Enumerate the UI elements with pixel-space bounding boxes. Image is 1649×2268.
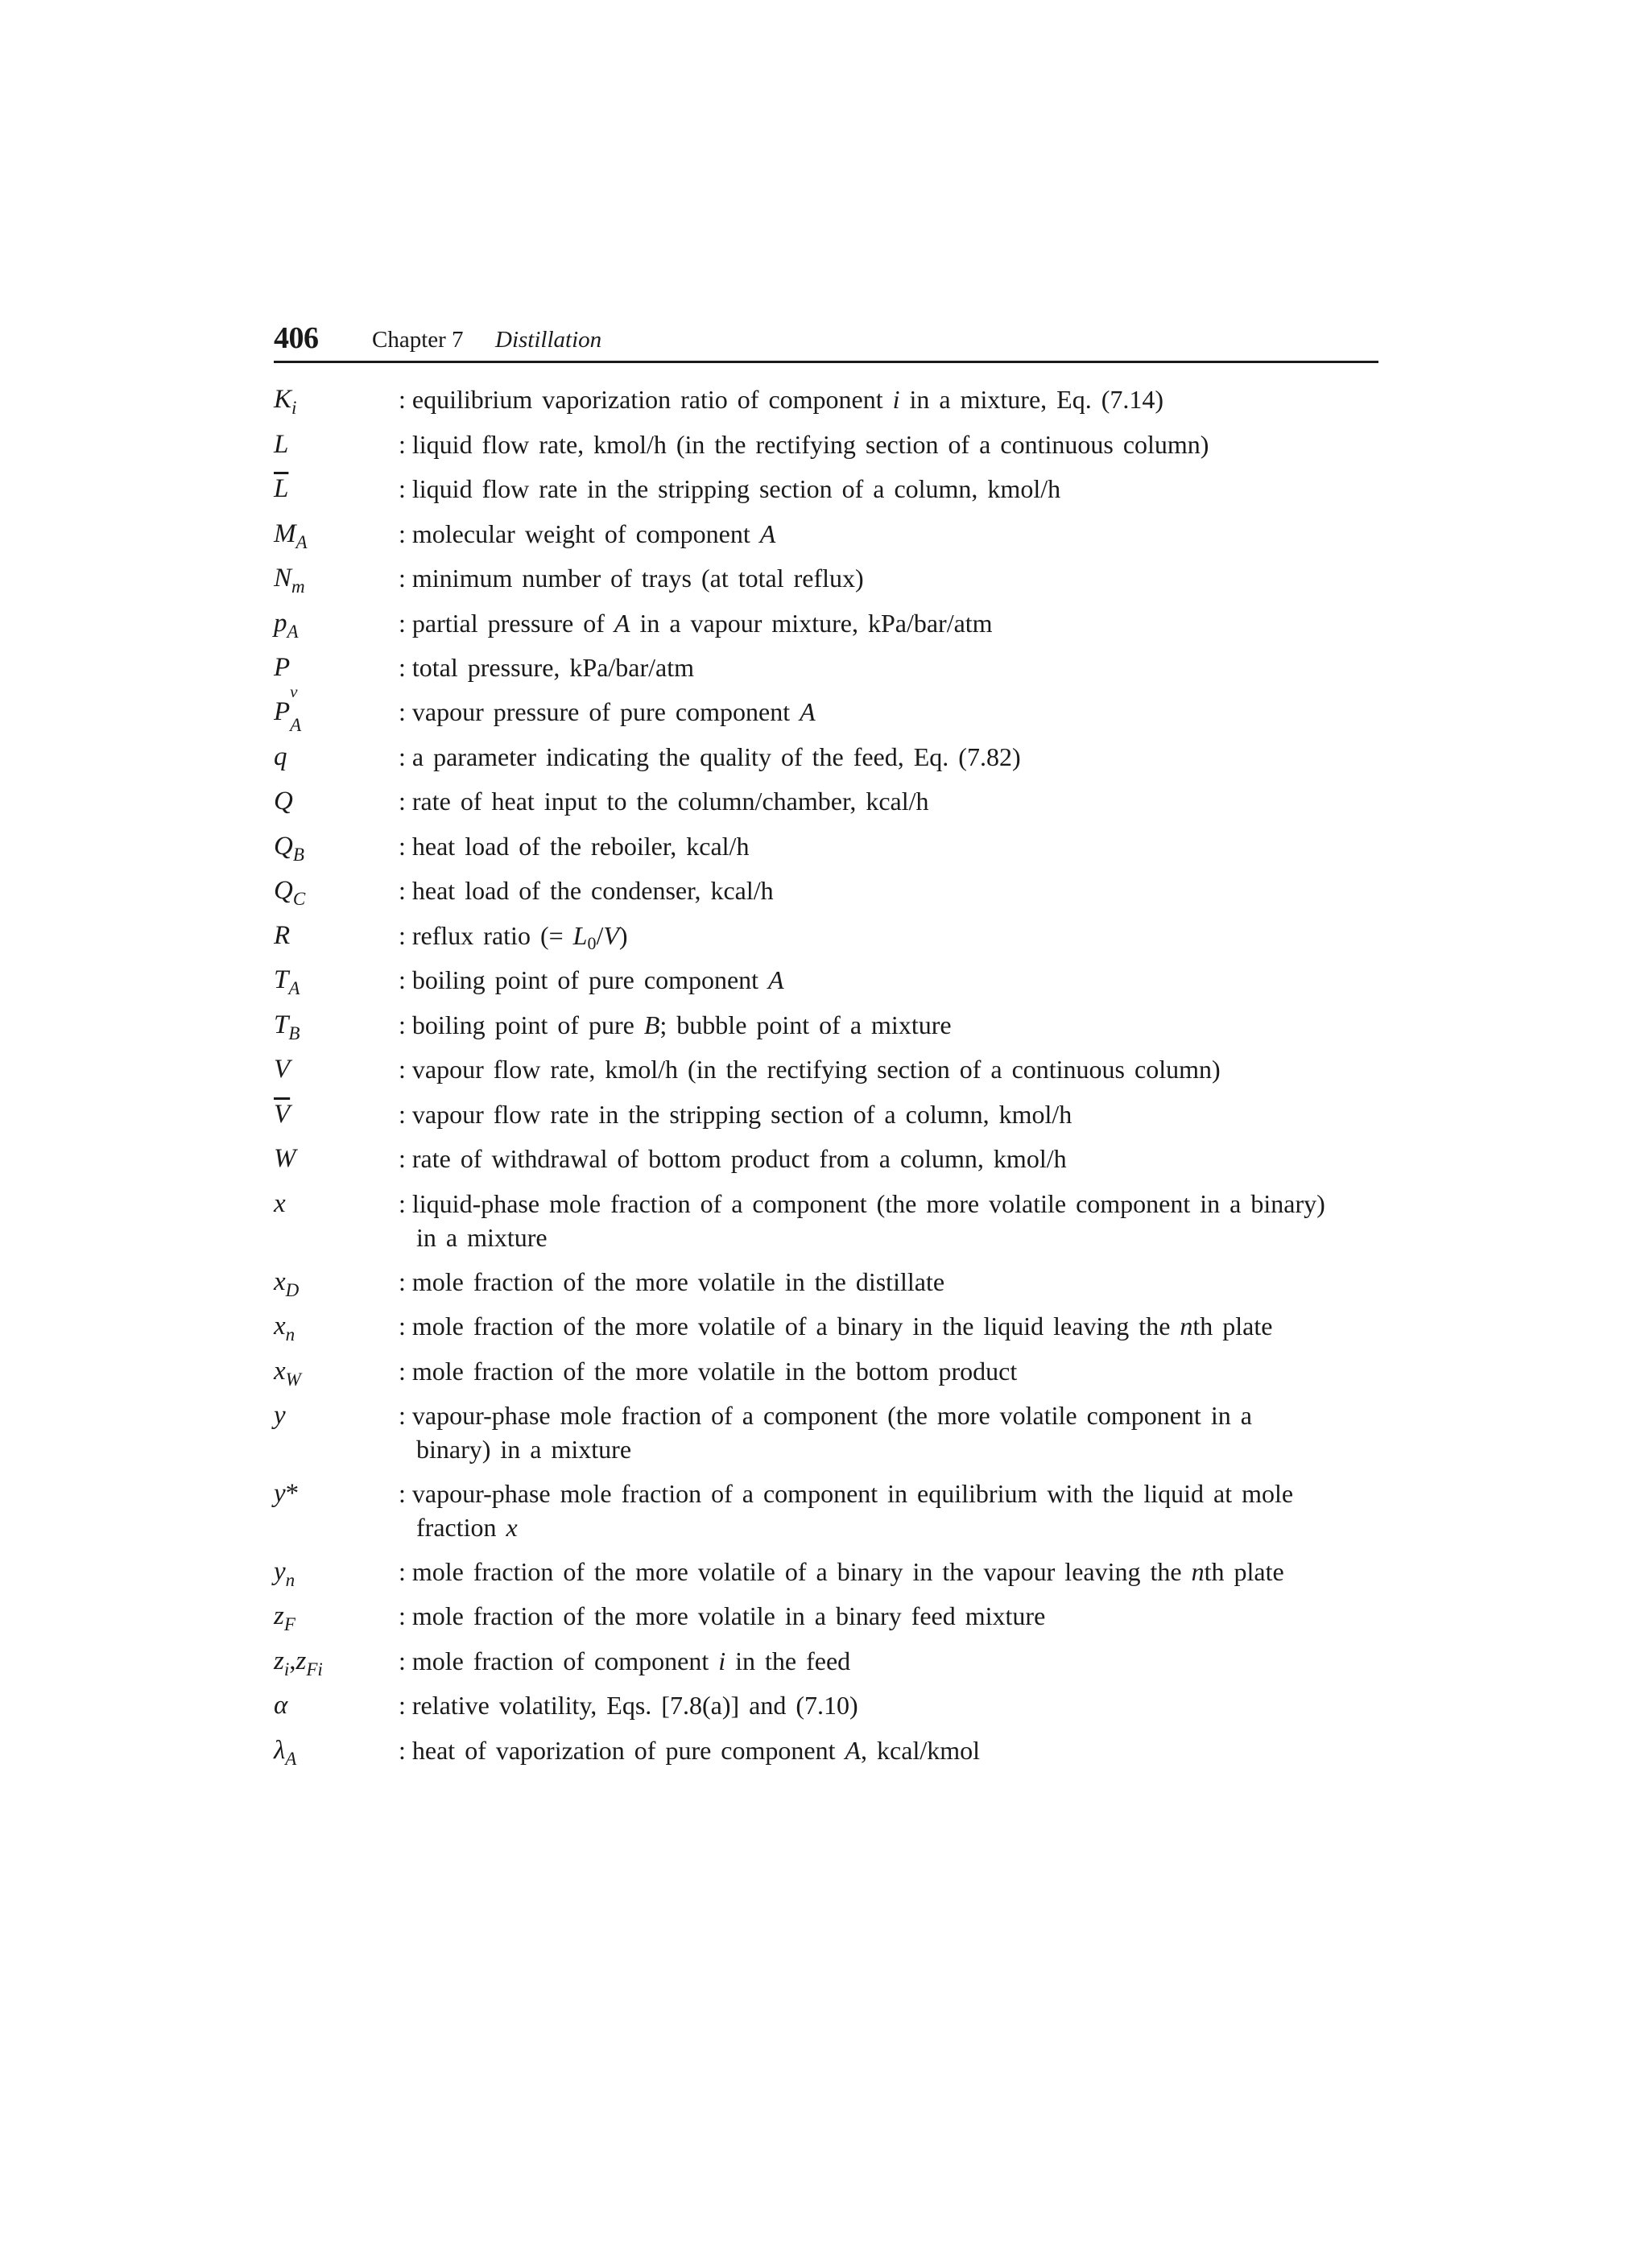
definition: : rate of withdrawal of bottom product from a column, kmol/h: [399, 1144, 1067, 1173]
definition: : mole fraction of the more volatile of a binary in the vapour leaving the nth plate: [399, 1557, 1284, 1586]
symbol: α: [274, 1691, 288, 1720]
symbol: $K_i$: [274, 385, 297, 418]
definition: : equilibrium vaporization ratio of component i in a mixture, Eq. (7.14): [399, 385, 1163, 414]
definition: : vapour flow rate in the stripping section of a column, kmol/h: [399, 1100, 1072, 1129]
symbol: $N_m$: [274, 564, 305, 597]
nomenclature-entry: [274, 382, 1378, 428]
nomenclature-entry: [274, 606, 1378, 651]
nomenclature-entry: [274, 1398, 1378, 1477]
symbol: L: [274, 430, 289, 459]
symbol: $x_D$: [274, 1267, 300, 1300]
nomenclature-entry: [274, 1354, 1378, 1398]
definition: : liquid flow rate in the stripping section of a column, kmol/h: [399, 474, 1061, 503]
nomenclature-entry: [274, 472, 1378, 517]
nomenclature-entry: [274, 784, 1378, 829]
nomenclature-entry: [274, 1052, 1378, 1097]
nomenclature-entry: [274, 919, 1378, 963]
definition: : liquid flow rate, kmol/h (in the rectifying section of a continuous column): [399, 430, 1209, 459]
symbol: $x_n$: [274, 1312, 295, 1345]
nomenclature-entry: [274, 1733, 1378, 1778]
definition: : vapour-phase mole fraction of a component (the more volatile component in a binary) in a mixture: [399, 1401, 1252, 1464]
definition: : heat load of the reboiler, kcal/h: [399, 832, 750, 861]
symbol: $T_B$: [274, 1010, 300, 1043]
nomenclature-entry: [274, 740, 1378, 784]
symbol: W: [274, 1144, 296, 1173]
definition: : mole fraction of component i in the feed: [399, 1646, 851, 1675]
nomenclature-entry: [274, 1097, 1378, 1142]
definition: : a parameter indicating the quality of the feed, Eq. (7.82): [399, 742, 1021, 771]
definition: : heat load of the condenser, kcal/h: [399, 876, 774, 905]
nomenclature-entry: [274, 1265, 1378, 1309]
definition: : boiling point of pure B; bubble point of a mixture: [399, 1010, 952, 1039]
definition: : heat of vaporization of pure component A, kcal/kmol: [399, 1736, 980, 1765]
nomenclature-entry: [274, 651, 1378, 695]
symbol: $\overline{V}$: [274, 1100, 291, 1129]
definition: : mole fraction of the more volatile in a binary feed mixture: [399, 1601, 1046, 1630]
chapter-title: Distillation: [495, 327, 602, 353]
definition: : molecular weight of component A: [399, 519, 776, 548]
nomenclature-entry: [274, 1599, 1378, 1644]
definition: : partial pressure of A in a vapour mixture, kPa/bar/atm: [399, 609, 993, 638]
nomenclature-entry: [274, 963, 1378, 1008]
nomenclature-entry: [274, 1309, 1378, 1354]
nomenclature-entry: [274, 1477, 1378, 1555]
symbol: $x_W$: [274, 1357, 301, 1390]
nomenclature-entry: [274, 1688, 1378, 1733]
definition: : mole fraction of the more volatile in the bottom product: [399, 1357, 1018, 1386]
definition: : vapour pressure of pure component A: [399, 697, 816, 726]
nomenclature-entry: [274, 517, 1378, 561]
nomenclature-entry: [274, 428, 1378, 472]
nomenclature-entry: [274, 1008, 1378, 1052]
symbol: P v A: [274, 682, 302, 735]
symbol: $Q_C$: [274, 876, 306, 909]
symbol: $\overline{L}$: [274, 474, 289, 503]
symbol: $T_A$: [274, 965, 300, 998]
symbol: $z_F$: [274, 1601, 295, 1634]
definition: : vapour flow rate, kmol/h (in the rectifying section of a continuous column): [399, 1055, 1221, 1084]
symbol: P: [274, 653, 291, 682]
definition: : reflux ratio (= $L_0/V$): [399, 921, 628, 953]
symbol: R: [274, 921, 291, 950]
nomenclature-entry: [274, 682, 1378, 740]
definition: : boiling point of pure component A: [399, 965, 784, 994]
nomenclature-entry: [274, 829, 1378, 874]
symbol: $z_i,z_{Fi}$: [274, 1646, 323, 1679]
symbol: $M_A$: [274, 519, 308, 552]
nomenclature-entry: [274, 874, 1378, 919]
nomenclature-entry: [274, 1555, 1378, 1599]
symbol: $Q_B$: [274, 832, 304, 865]
nomenclature-list: [274, 382, 1378, 1778]
symbol: V: [274, 1055, 291, 1084]
definition: : relative volatility, Eqs. [7.8(a)] and (7.10): [399, 1691, 858, 1720]
symbol: $\lambda_A$: [274, 1736, 297, 1769]
symbol: Q: [274, 787, 293, 816]
chapter-label: Chapter 7: [372, 327, 464, 353]
definition: : minimum number of trays (at total reflux): [399, 564, 864, 593]
definition: : total pressure, kPa/bar/atm: [399, 653, 695, 682]
nomenclature-entry: [274, 1142, 1378, 1187]
definition: : liquid-phase mole fraction of a component (the more volatile component in a binary) in a mixture: [399, 1189, 1325, 1252]
symbol: $p_A$: [274, 609, 299, 642]
symbol: $y_n$: [274, 1557, 295, 1590]
symbol: x: [274, 1189, 286, 1218]
nomenclature-entry: [274, 561, 1378, 606]
running-head: [274, 316, 1378, 363]
definition: : vapour-phase mole fraction of a component in equilibrium with the liquid at mole fraction x: [399, 1479, 1294, 1542]
symbol: q: [274, 742, 287, 771]
definition: : mole fraction of the more volatile of a binary in the liquid leaving the nth plate: [399, 1312, 1273, 1341]
nomenclature-entry: [274, 1644, 1378, 1688]
page-number: 406: [274, 321, 319, 355]
symbol: y*: [274, 1479, 300, 1508]
definition: : rate of heat input to the column/chamber, kcal/h: [399, 787, 929, 816]
definition: : mole fraction of the more volatile in the distillate: [399, 1267, 945, 1296]
symbol: y: [274, 1401, 286, 1430]
nomenclature-entry: [274, 1187, 1378, 1265]
